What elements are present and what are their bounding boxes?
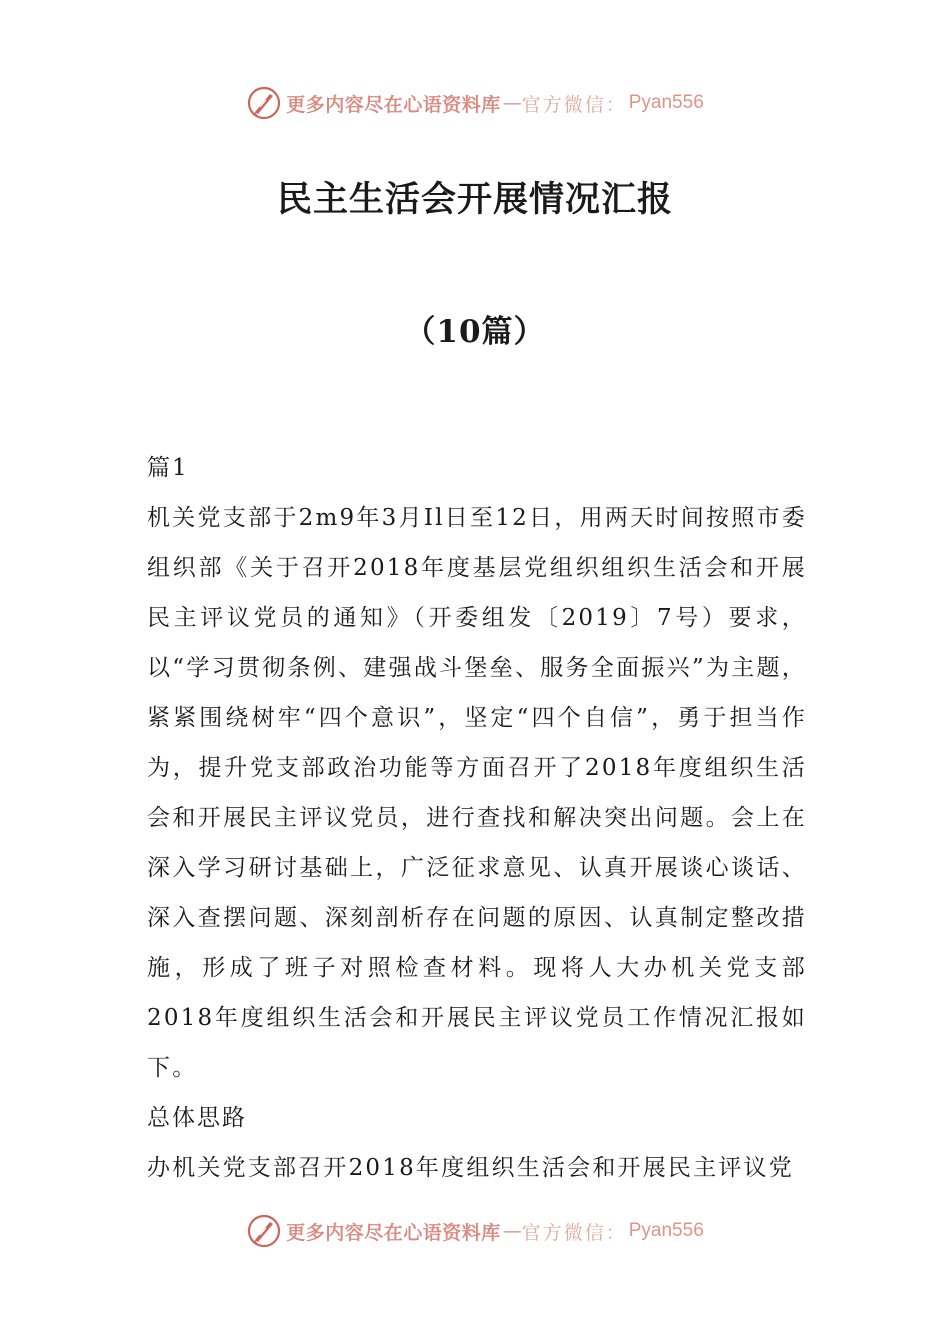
paragraph-2: 办机关党支部召开2018年度组织生活会和开展民主评议党 bbox=[147, 1155, 794, 1181]
watermark-main-text: 更多内容尽在心语资料库 bbox=[286, 93, 501, 116]
paragraph-1: 机关党支部于2m9年3月Il日至12日，用两天时间按照市委组织部《关于召开2018年度基层党组织组织生活会和开展民主评议党员的通知》（开委组发〔2019〕7号）要求，以“学习贯彻条例、建强战斗堡垒、服务全面振兴”为主题，紧紧围绕树牢“四个意识”，坚定“四个自信”，勇于担当作为，提升党支部政治功能等方面召开了2018年度组织生活会和开展民主评议党员，进行查找和解决突出问题。会上在深入学习研讨基础上，广泛征求意见、认真开展谈心谈话、深入查摆问题、深刻剖析存在问题的原因、认真制定整改措施，形成了班子对照检查材料。现将人大办机关党支部2018年度组织生活会和开展民主评议党员工作情况汇报如下。 bbox=[147, 505, 807, 1081]
quill-pen-logo-icon bbox=[246, 1213, 282, 1249]
document-body bbox=[147, 443, 807, 1193]
quill-pen-logo-icon bbox=[246, 85, 282, 121]
watermark-main-text: 更多内容尽在心语资料库 bbox=[286, 1221, 501, 1244]
document-count: （10篇） bbox=[404, 314, 546, 350]
watermark-official-label: 官方微信： bbox=[521, 93, 627, 116]
watermark-header bbox=[0, 81, 950, 125]
watermark-dash: — bbox=[502, 1220, 520, 1242]
subheading: 总体思路 bbox=[147, 1105, 247, 1131]
watermark-official-label: 官方微信： bbox=[521, 1221, 627, 1244]
section-label: 篇1 bbox=[147, 455, 189, 481]
watermark-dash: — bbox=[502, 92, 520, 114]
watermark-wechat-id: Pyan556 bbox=[628, 92, 704, 113]
watermark-footer bbox=[0, 1209, 950, 1253]
document-title: 民主生活会开展情况汇报 bbox=[276, 179, 673, 220]
watermark-wechat-id: Pyan556 bbox=[628, 1220, 704, 1241]
